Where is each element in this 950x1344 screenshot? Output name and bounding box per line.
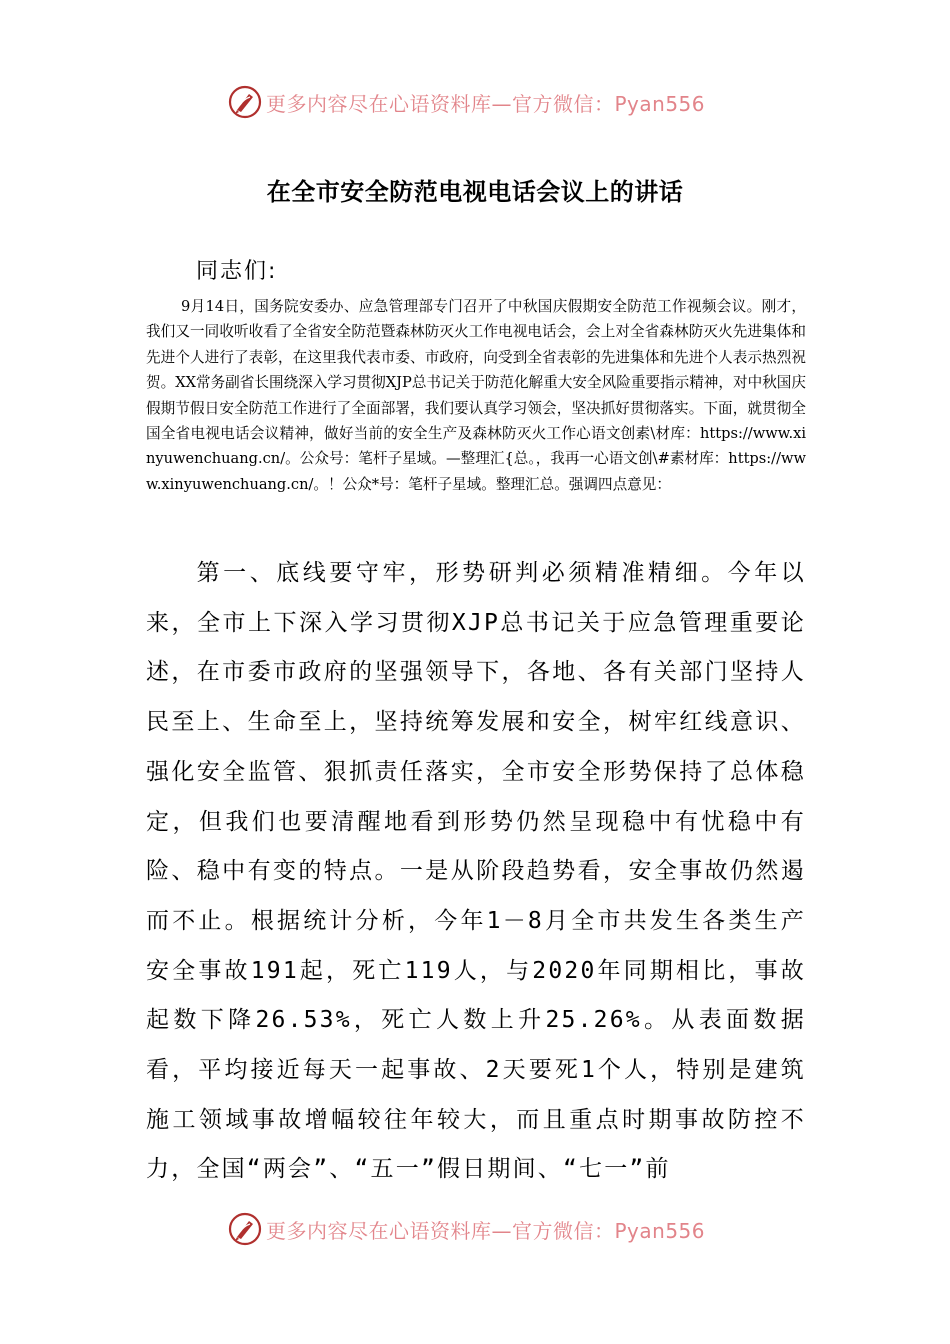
body-paragraph: 第一、底线要守牢，形势研判必须精准精细。今年以来，全市上下深入学习贯彻XJP总书记关于应急管理重要论述，在市委市政府的坚强领导下，各地、各有关部门坚持人民至上、生命至上，坚持统筹发展和安全，树牢红线意识、强化安全监管、狠抓责任落实，全市安全形势保持了总体稳定，但我们也要清醒地看到形势仍然呈现稳中有忧稳中有险、稳中有变的特点。一是从阶段趋势看，安全事故仍然遏而不止。根据统计分析，今年1－8月全市共发生各类生产安全事故191起，死亡119人，与2020年同期相比，事故起数下降26.53%，死亡人数上升25.26%。从表面数据看，平均接近每天一起事故、2天要死1个人，特别是建筑施工领域事故增幅较往年较大，而且重点时期事故防控不力，全国“两会”、“五一”假日期间、“七一”前 (146, 560, 806, 1183)
header-banner-text: 更多内容尽在心语资料库—官方微信：Pyan556 (266, 91, 706, 116)
pen-logo-icon (228, 1212, 262, 1246)
footer-banner (228, 1209, 728, 1249)
footer-banner-text: 更多内容尽在心语资料库—官方微信：Pyan556 (266, 1218, 706, 1243)
document-title: 在全市安全防范电视电话会议上的讲话 (266, 178, 684, 206)
salutation: 同志们: (196, 259, 278, 284)
pen-logo-icon (228, 85, 262, 119)
intro-paragraph: 9月14日，国务院安委办、应急管理部专门召开了中秋国庆假期安全防范工作视频会议。刚才，我们又一同收听收看了全省安全防范暨森林防灭火工作电视电话会，会上对全省森林防灭火先进集体和先进个人进行了表彰，在这里我代表市委、市政府，向受到全省表彰的先进集体和先进个人表示热烈祝贺。XX常务副省长围绕深入学习贯彻XJP总书记关于防范化解重大安全风险重要指示精神，对中秋国庆假期节假日安全防范工作进行了全面部署，我们要认真学习领会，坚决抓好贯彻落实。下面，就贯彻全国全省电视电话会议精神，做好当前的安全生产及森林防灭火工作心语文创素\材库：https://www.xinyuwenchuang.cn/。公众号：笔杆子星域。—整理汇{总。，我再一心语文创\#素材库：https://www.xinyuwenchuang.cn/。！公众*号：笔杆子星域。整理汇总。强调四点意见： (146, 298, 806, 493)
header-banner (228, 82, 728, 122)
